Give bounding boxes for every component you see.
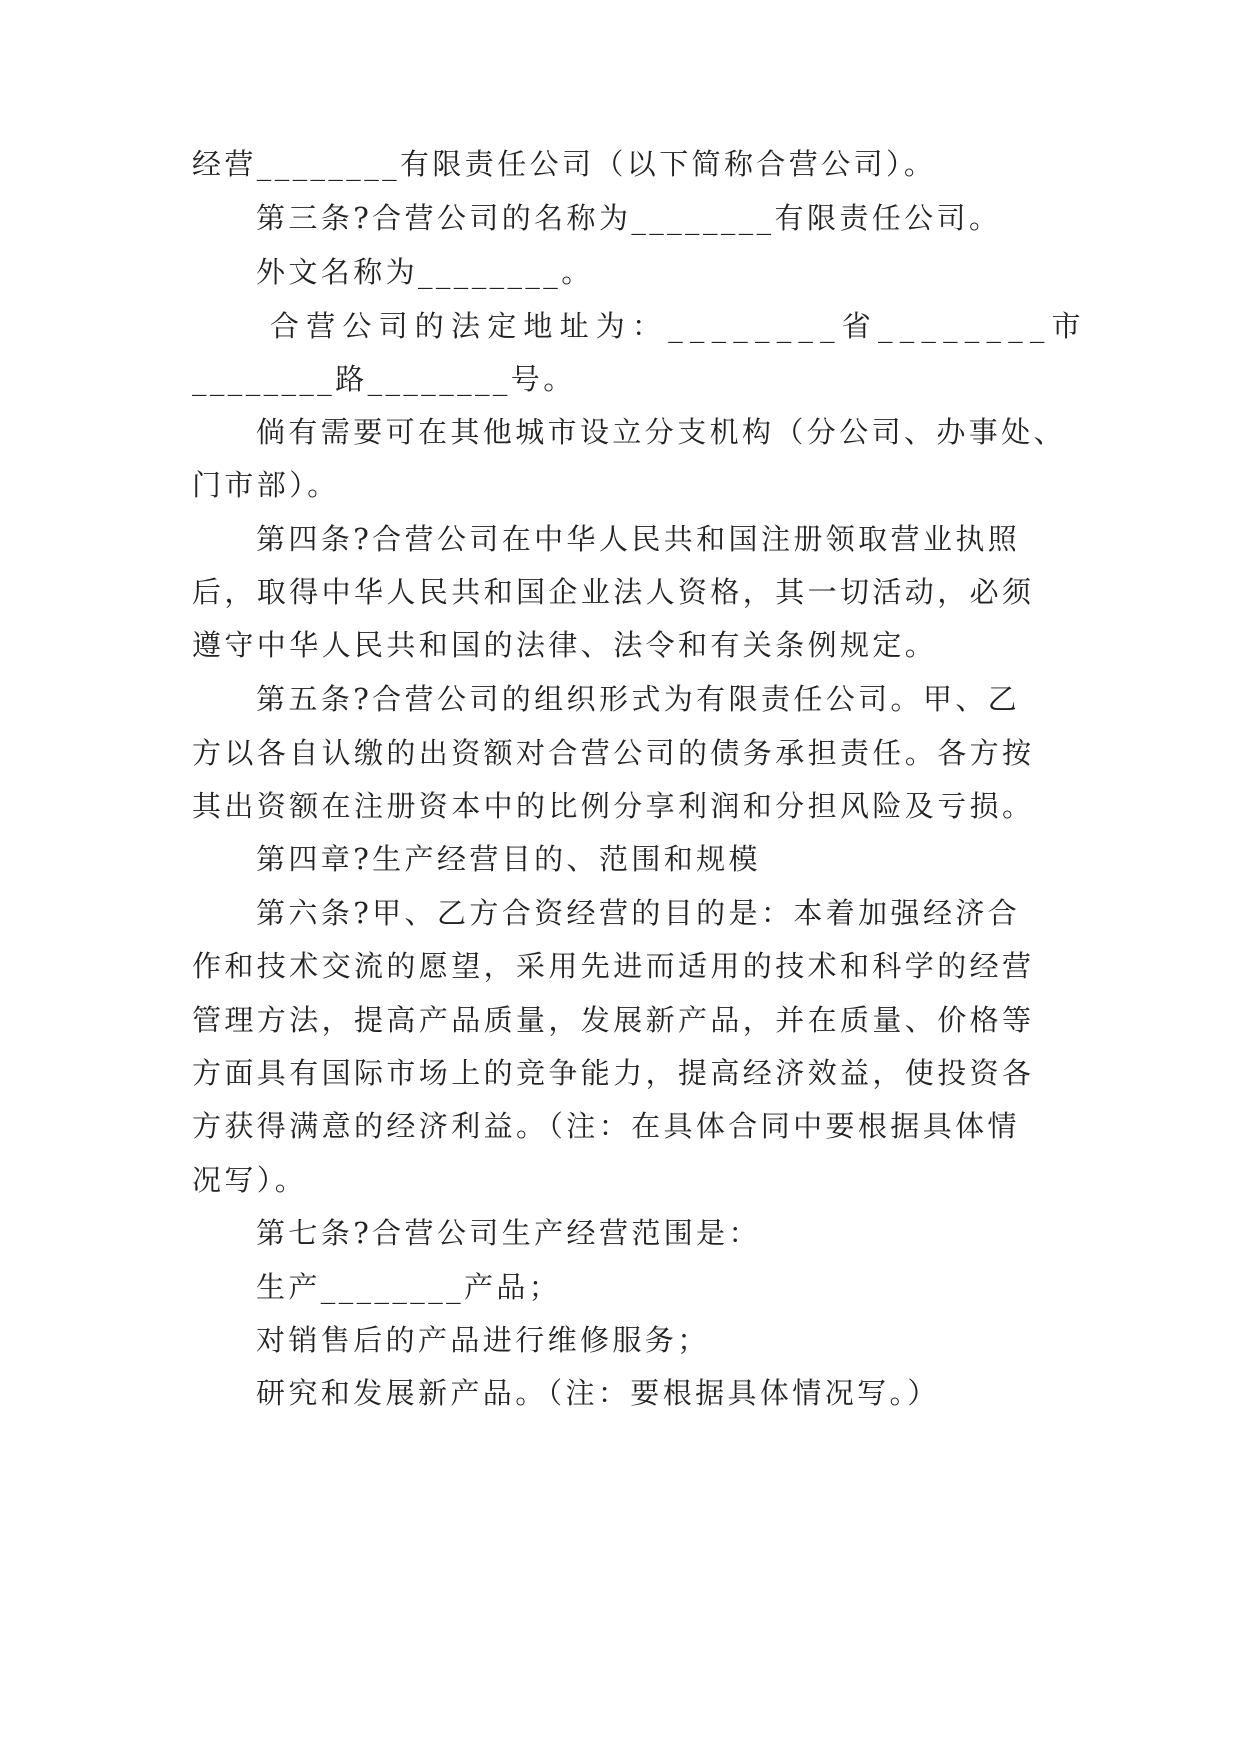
foreign-name-line: 外文名称为________。 — [256, 255, 594, 289]
chapter-4-heading: 第四章?生产经营目的、范围和规模 — [256, 842, 761, 876]
article-6-line-2: 作和技术交流的愿望，采用先进而适用的技术和科学的经营 — [192, 949, 1035, 983]
legal-address-line: 合营公司的法定地址为：________省________市 — [270, 309, 1088, 343]
article-6-line-1: 第六条?甲、乙方合资经营的目的是：本着加强经济合 — [256, 896, 1021, 930]
article-6-line-3: 管理方法，提高产品质量，发展新产品，并在质量、价格等 — [192, 1003, 1035, 1037]
text-line-1: 经营________有限责任公司（以下简称合营公司）。 — [192, 147, 937, 181]
branch-line: 倘有需要可在其他城市设立分支机构（分公司、办事处、 — [256, 415, 1067, 449]
scope-item-2: 对销售后的产品进行维修服务； — [256, 1323, 710, 1357]
article-6-line-6: 况写）。 — [192, 1163, 308, 1197]
article-4-line-2: 后，取得中华人民共和国企业法人资格，其一切活动，必须 — [192, 575, 1035, 609]
branch-line-cont: 门市部）。 — [192, 468, 340, 502]
article-3-heading: 第三条?合营公司的名称为________有限责任公司。 — [256, 201, 1002, 235]
article-5-line-1: 第五条?合营公司的组织形式为有限责任公司。甲、乙 — [256, 682, 1021, 716]
article-6-line-5: 方获得满意的经济利益。（注：在具体合同中要根据具体情 — [192, 1109, 1020, 1143]
article-7-heading: 第七条?合营公司生产经营范围是： — [256, 1216, 761, 1250]
address-road-line: ________路________号。 — [192, 362, 576, 396]
scope-item-3: 研究和发展新产品。（注：要根据具体情况写。） — [256, 1376, 940, 1410]
article-6-line-4: 方面具有国际市场上的竞争能力，提高经济效益，使投资各 — [192, 1056, 1035, 1090]
article-4-line-1: 第四条?合营公司在中华人民共和国注册领取营业执照 — [256, 522, 1021, 556]
scope-item-1: 生产________产品； — [256, 1270, 562, 1304]
article-5-line-3: 其出资额在注册资本中的比例分享利润和分担风险及亏损。 — [192, 789, 1035, 823]
article-4-line-3: 遵守中华人民共和国的法律、法令和有关条例规定。 — [192, 628, 938, 662]
article-5-line-2: 方以各自认缴的出资额对合营公司的债务承担责任。各方按 — [192, 736, 1035, 770]
